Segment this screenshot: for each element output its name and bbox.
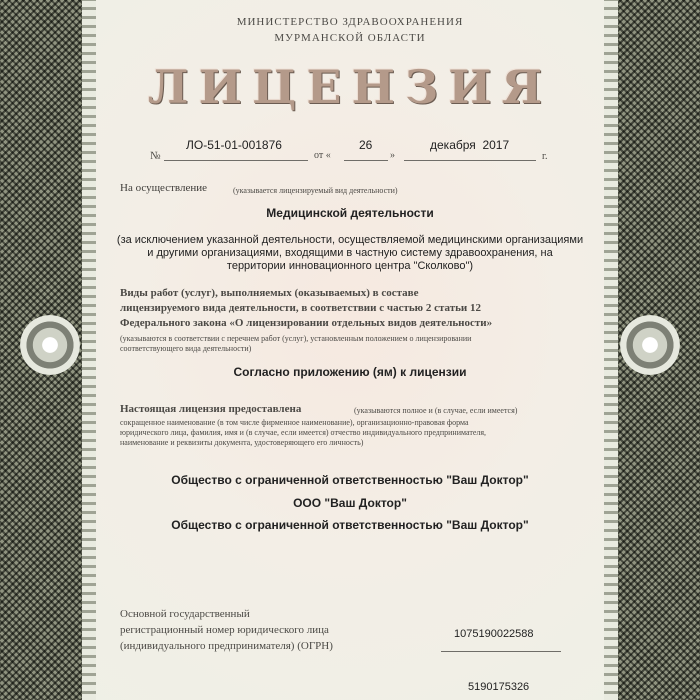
ornamental-border-right bbox=[604, 0, 700, 700]
activity-exception-line2: и другими организациями, входящими в частную систему здравоохранения, на bbox=[147, 247, 553, 259]
licensee-hint-line2: сокращенное наименование (в том числе фирменное наименование), организационно-правовая форма bbox=[120, 418, 469, 427]
ogrn-value: 1075190022588 bbox=[454, 628, 534, 640]
license-month-year: декабря 2017 bbox=[430, 138, 510, 152]
rosette-ornament-left bbox=[20, 315, 80, 375]
works-label-line1: Виды работ (услуг), выполняемых (оказываемых) в составе bbox=[120, 287, 419, 299]
ogrn-label-line1: Основной государственный bbox=[120, 608, 250, 620]
activity-exception-line1: (за исключением указанной деятельности, осуществляемой медицинскими организациями bbox=[116, 234, 584, 246]
licensee-hint-line1: (указываются полное и (в случае, если имеется) bbox=[354, 406, 518, 415]
date-close-quote: » bbox=[390, 150, 395, 161]
license-day: 26 bbox=[359, 138, 373, 152]
licensee-hint-line3: юридического лица, фамилия, имя и (в случае, если имеется) отчество индивидуального предпринимателя, bbox=[120, 428, 487, 437]
inn-value: 5190175326 bbox=[468, 681, 530, 693]
document-title: ЛИЦЕНЗИЯ bbox=[147, 60, 553, 114]
ogrn-label bbox=[120, 606, 333, 654]
works-value: Согласно приложению (ям) к лицензии bbox=[233, 365, 467, 379]
license-number: ЛО-51-01-001876 bbox=[186, 138, 282, 152]
ministry-name-line2: МУРМАНСКОЙ ОБЛАСТИ bbox=[274, 32, 426, 44]
year-suffix: г. bbox=[542, 151, 548, 162]
activity-exception bbox=[96, 234, 604, 273]
ogrn-label-line2: регистрационный номер юридического лица bbox=[120, 624, 329, 636]
day-underline bbox=[344, 160, 388, 161]
works-label-line3: Федерального закона «О лицензировании отдельных видов деятельности» bbox=[120, 317, 493, 329]
document-body bbox=[96, 0, 604, 700]
activity-label: На осуществление bbox=[120, 182, 207, 194]
date-from-label: от « bbox=[314, 150, 331, 161]
works-label bbox=[120, 286, 594, 331]
rosette-ornament-right bbox=[620, 315, 680, 375]
ornamental-border-left bbox=[0, 0, 96, 700]
ministry-name-line1: МИНИСТЕРСТВО ЗДРАВООХРАНЕНИЯ bbox=[236, 16, 464, 28]
ogrn-underline bbox=[441, 651, 561, 652]
licensee-hint-line4: наименование и реквизиты документа, удостоверяющего его личность) bbox=[120, 438, 364, 447]
licensee-label: Настоящая лицензия предоставлена bbox=[120, 403, 302, 415]
ogrn-label-line3: (индивидуального предпринимателя) (ОГРН) bbox=[120, 640, 333, 652]
licensee-short-name: ООО "Ваш Доктор" bbox=[293, 496, 407, 510]
activity-exception-line3: территории инновационного центра "Сколково") bbox=[226, 260, 474, 272]
month-year-underline bbox=[404, 160, 536, 161]
works-hint-line1: (указываются в соответствии с перечнем работ (услуг), установленным положением о лицензировании bbox=[120, 334, 472, 343]
activity-value: Медицинской деятельности bbox=[266, 206, 434, 220]
works-hint-line2: соответствующего вида деятельности) bbox=[120, 344, 252, 353]
activity-hint: (указывается лицензируемый вид деятельности) bbox=[233, 186, 398, 195]
number-underline bbox=[164, 160, 308, 161]
number-label: № bbox=[150, 150, 161, 162]
licensee-full-name: Общество с ограниченной ответственностью "Ваш Доктор" bbox=[171, 473, 529, 487]
licensee-firm-name: Общество с ограниченной ответственностью "Ваш Доктор" bbox=[171, 518, 529, 532]
works-label-line2: лицензируемого вида деятельности, в соответствии с частью 2 статьи 12 bbox=[120, 302, 482, 314]
